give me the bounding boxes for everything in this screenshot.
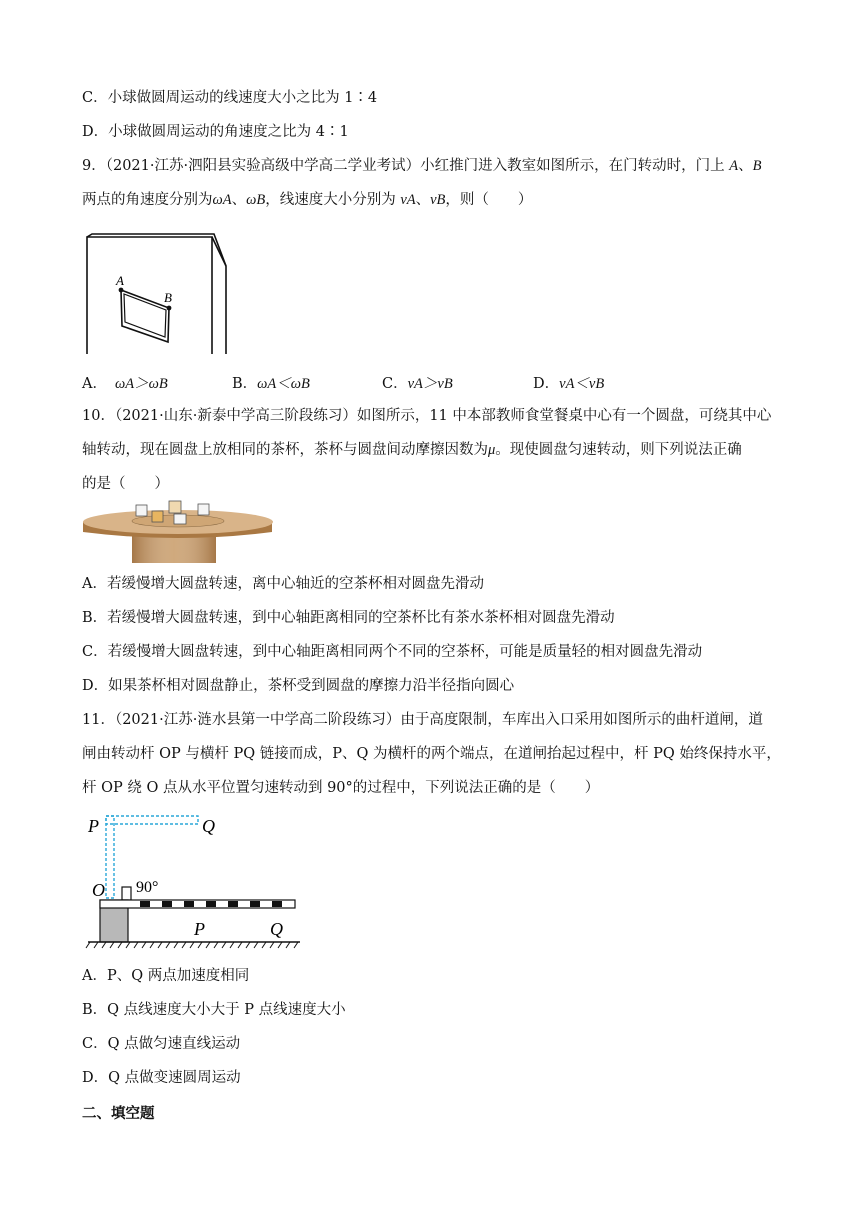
door-label-b: B — [164, 290, 172, 305]
q11-option-b: B．Q 点线速度大小大于 P 点线速度大小 — [82, 1002, 346, 1018]
q10-stem-line3: 的是（ ） — [82, 476, 169, 492]
q10-option-c: C．若缓慢增大圆盘转速，到中心轴距离相同两个不同的空茶杯，可能是质量轻的相对圆盘先滑动 — [82, 644, 703, 660]
gate-label-o: O — [92, 880, 105, 900]
q10-option-d: D．如果茶杯相对圆盘静止，茶杯受到圆盘的摩擦力沿半径指向圆心 — [82, 678, 515, 694]
barrier-gate-figure — [82, 808, 304, 950]
door-label-a: A — [116, 273, 124, 288]
section-title-fill-in: 二、填空题 — [82, 1105, 155, 1122]
door-point-a — [119, 288, 124, 293]
q10-stem-line2: 轴转动，现在圆盘上放相同的茶杯，茶杯与圆盘间动摩擦因数为μ。现使圆盘匀速转动，则下列说法正确 — [82, 442, 742, 458]
q11-stem-line1: 11．（2021·江苏·涟水县第一中学高二阶段练习）由于高度限制，车库出入口采用如图所示的曲杆道闸，道 — [82, 712, 763, 728]
gate-label-p-top: P — [88, 816, 99, 836]
q11-stem-line3: 杆 OP 绕 O 点从水平位置匀速转动到 90°的过程中，下列说法正确的是（ ） — [82, 780, 600, 796]
gate-label-q-top: Q — [202, 816, 215, 836]
q11-stem-line2: 闸由转动杆 OP 与横杆 PQ 链接而成，P、Q 为横杆的两个端点，在道闸抬起过程中，杆 PQ 始终保持水平， — [82, 746, 781, 762]
q8-option-d: D．小球做圆周运动的角速度之比为 4∶1 — [82, 124, 349, 140]
q9-option-d: D．vA＜vB — [533, 376, 605, 392]
q9-option-c: C．vA＞vB — [382, 376, 453, 392]
q10-option-b: B．若缓慢增大圆盘转速，到中心轴距离相同的空茶杯比有茶水茶杯相对圆盘先滑动 — [82, 610, 615, 626]
q11-option-c: C．Q 点做匀速直线运动 — [82, 1036, 241, 1052]
table-figure — [80, 494, 276, 566]
gate-angle-label: 90° — [136, 879, 159, 896]
q11-option-a: A．P、Q 两点加速度相同 — [82, 968, 250, 984]
q9-option-a: A． ωA＞ωB — [82, 376, 168, 392]
q9-stem-line1: 9．（2021·江苏·泗阳县实验高级中学高二学业考试）小红推门进入教室如图所示，在门转动时，门上 A、B — [82, 158, 762, 174]
door-figure — [82, 232, 232, 356]
q9-stem-line2: 两点的角速度分别为ωA、ωB，线速度大小分别为 vA、vB，则（ ） — [82, 192, 533, 208]
gate-label-p-bottom: P — [194, 919, 205, 939]
q10-option-a: A．若缓慢增大圆盘转速，离中心轴近的空茶杯相对圆盘先滑动 — [82, 576, 484, 592]
q11-option-d: D．Q 点做变速圆周运动 — [82, 1070, 241, 1086]
door-point-b — [167, 306, 172, 311]
gate-label-q-bottom: Q — [270, 919, 283, 939]
q9-option-b: B．ωA＜ωB — [232, 376, 310, 392]
q10-stem-line1: 10．（2021·山东·新泰中学高三阶段练习）如图所示，11 中本部教师食堂餐桌中心有一个圆盘，可绕其中心 — [82, 408, 772, 424]
q8-option-c: C．小球做圆周运动的线速度大小之比为 1∶4 — [82, 90, 378, 106]
